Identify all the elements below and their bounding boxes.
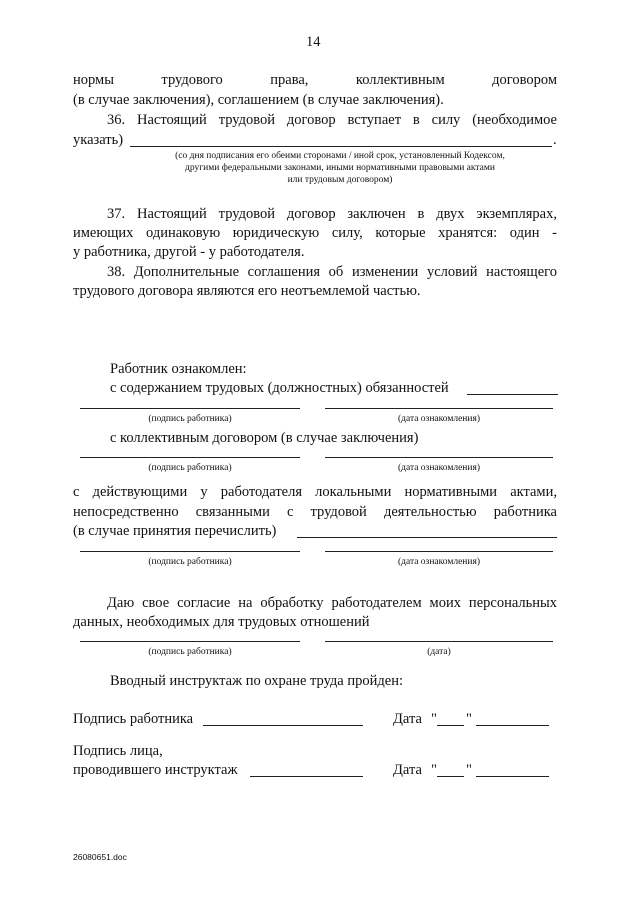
person-label-1: Подпись лица, [73,743,163,759]
worker-signature-line-1[interactable] [80,408,300,409]
worker-signature-line-3[interactable] [80,551,300,552]
date-caption-2: (дата ознакомления) [397,463,480,473]
p36-note-2: другими федеральными законами, иными нормативными правовыми актами [185,163,495,173]
consent-sig-caption: (подпись работника) [148,647,232,657]
ack-local-line2: непосредственно связанными с трудовой деятельностью работника [73,504,557,520]
briefing-month-year-field-2[interactable] [476,776,549,777]
ack-local-line3: (в случае принятия перечислить) [73,523,277,539]
briefing-day-field-1[interactable] [437,725,464,726]
p37-line1: 37. Настоящий трудовой договор заключен в двух экземплярах, [107,206,557,222]
date-caption-1: (дата ознакомления) [397,414,480,424]
date-caption-3: (дата ознакомления) [397,557,480,567]
person-label-2: проводившего инструктаж [73,762,238,778]
instructor-signature[interactable] [250,776,363,777]
consent-date-line[interactable] [325,641,553,642]
sig-caption-3: (подпись работника) [148,557,232,567]
p36-note-3: или трудовым договором) [287,175,393,185]
ack-heading: Работник ознакомлен: [110,361,247,377]
p35-line2: (в случае заключения), соглашением (в случае заключения). [73,92,444,108]
ack-date-line-3[interactable] [325,551,553,552]
briefing-day-field-2[interactable] [437,776,464,777]
sig-caption-2: (подпись работника) [148,463,232,473]
date-label-2: Дата [393,762,422,778]
p36-period: . [553,132,557,148]
ack-date-line-2[interactable] [325,457,553,458]
duties-field[interactable] [467,394,558,395]
date-label-1: Дата [393,711,422,727]
p35-line1: нормы трудового права, коллективным договором [73,72,557,88]
quote-close-1: " [466,711,472,727]
p37-line2: имеющих одинаковую юридическую силу, которые хранятся: один - [73,225,557,241]
p38-line1: 38. Дополнительные соглашения об изменении условий настоящего [107,264,557,280]
quote-close-2: " [466,762,472,778]
page-number: 14 [306,34,321,50]
ack-duties: с содержанием трудовых (должностных) обязанностей [110,380,449,396]
p36-note-1: (со дня подписания его обеими сторонами / иной срок, установленный Кодексом, [175,151,505,161]
footer-doc-name: 26080651.doc [73,852,127,862]
p36-line1: 36. Настоящий трудовой договор вступает в силу (необходимое [107,112,557,128]
consent-line2: данных, необходимых для трудовых отношений [73,614,370,630]
sig-caption-1: (подпись работника) [148,414,232,424]
ack-local-line1: с действующими у работодателя локальными нормативными актами, [73,484,557,500]
p38-line2: трудового договора являются его неотъемлемой частью. [73,283,421,299]
consent-date-caption: (дата) [427,647,451,657]
ack-collective: с коллективным договором (в случае заключения) [110,430,419,446]
effective-date-field[interactable] [130,146,552,147]
consent-signature-line[interactable] [80,641,300,642]
worker-briefing-signature[interactable] [203,725,363,726]
quote-open-2: " [431,762,437,778]
consent-line1: Даю свое согласие на обработку работодателем моих персональных [107,595,557,611]
briefing-month-year-field-1[interactable] [476,725,549,726]
ack-date-line-1[interactable] [325,408,553,409]
briefing-heading: Вводный инструктаж по охране труда пройден: [110,673,403,689]
p37-line3: у работника, другой - у работодателя. [73,244,305,260]
p36-label: указать) [73,132,124,148]
quote-open-1: " [431,711,437,727]
worker-signature-line-2[interactable] [80,457,300,458]
local-acts-field[interactable] [297,537,557,538]
worker-sig-label: Подпись работника [73,711,194,727]
